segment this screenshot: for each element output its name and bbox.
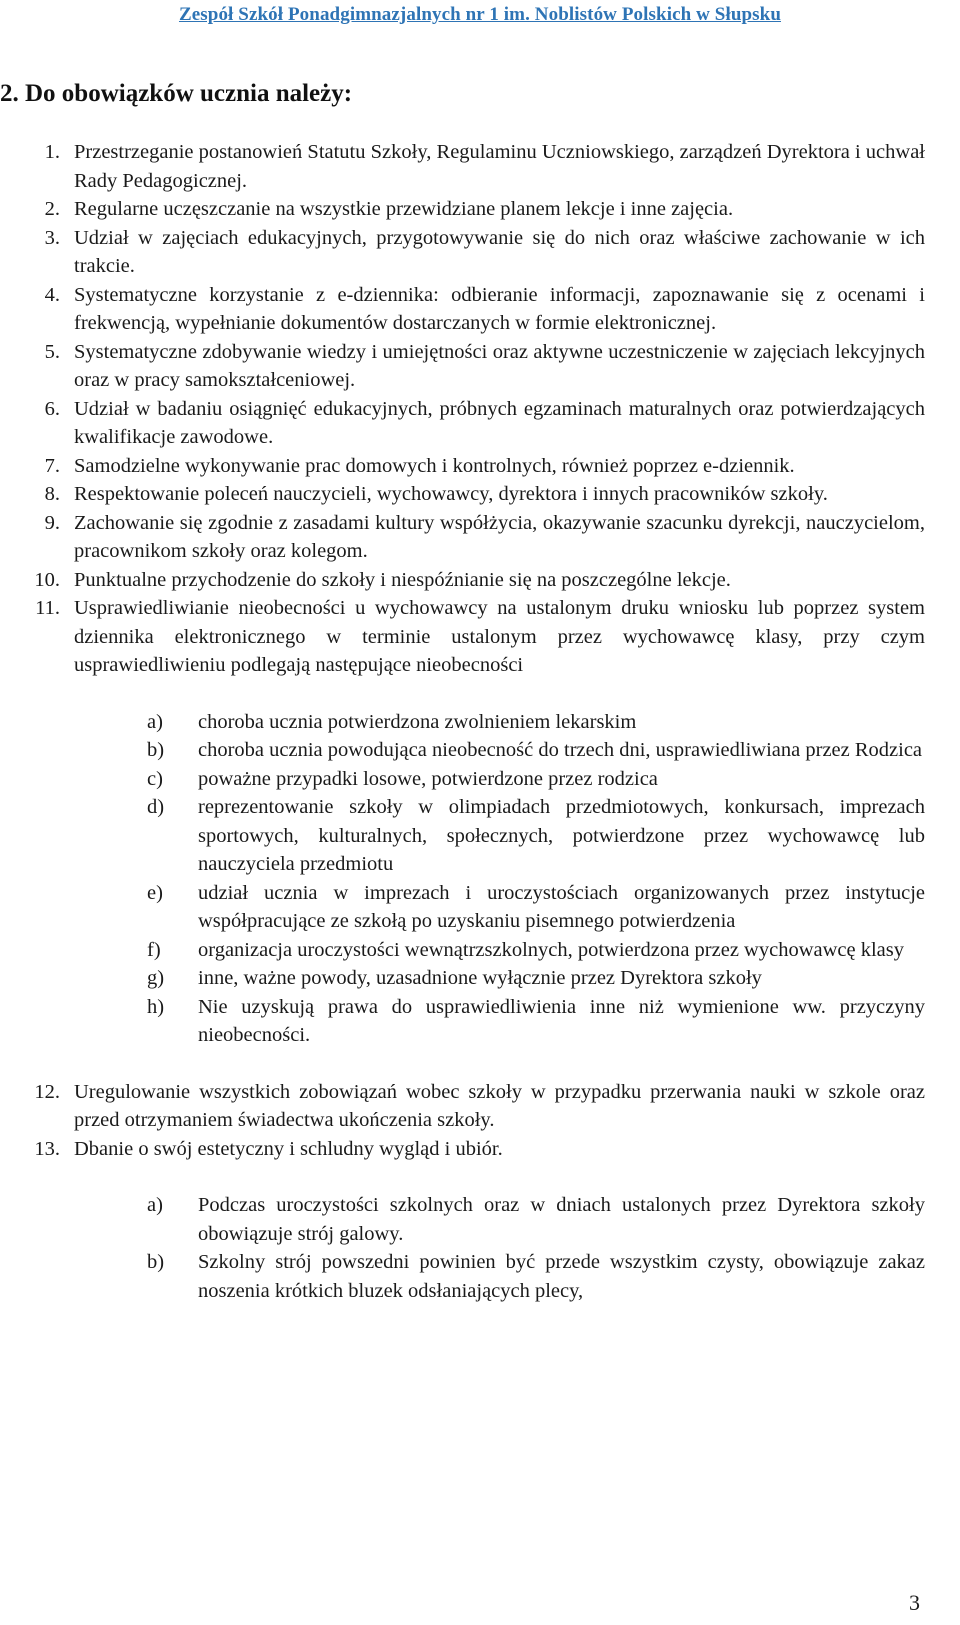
sub-list-item: [0, 964, 925, 993]
list-item-text: Uregulowanie wszystkich zobowiązań wobec szkoły w przypadku przerwania nauki w szkole oraz przed otrzymaniem świadectwa ukończenia szkoły.: [74, 1080, 925, 1131]
list-item-text: Udział w zajęciach edukacyjnych, przygotowywanie się do nich oraz właściwe zachowanie w ich trakcie.: [74, 226, 925, 277]
list-item: [0, 480, 925, 509]
sub-list-item-letter: b): [147, 739, 165, 761]
sub-list-item-text: Nie uzyskują prawa do usprawiedliwienia inne niż wymienione ww. przyczyny nieobecności.: [198, 995, 925, 1046]
sub-list-item-text: Podczas uroczystości szkolnych oraz w dniach ustalonych przez Dyrektora szkoły obowiązuje strój galowy.: [198, 1194, 925, 1245]
sub-list-item: [0, 879, 925, 936]
sub-list-item-letter: a): [147, 710, 163, 733]
sub-list-item-letter: d): [147, 796, 165, 818]
list-item-text: Samodzielne wykonywanie prac domowych i kontrolnych, również poprzez e-dziennik.: [74, 454, 795, 477]
sub-list-item: [0, 736, 925, 765]
sub-list-item: [0, 765, 925, 794]
duties-list: [0, 138, 925, 1305]
list-item-text: Punktualne przychodzenie do szkoły i niespóźnianie się na poszczególne lekcje.: [74, 568, 731, 591]
list-item: [0, 594, 925, 680]
list-item-text: Dbanie o swój estetyczny i schludny wygląd i ubiór.: [74, 1137, 503, 1160]
page-header: Zespół Szkół Ponadgimnazjalnych nr 1 im. Noblistów Polskich w Słupsku: [178, 4, 781, 25]
list-item: [0, 195, 925, 224]
sub-list-item: [0, 993, 925, 1050]
list-item-number: 5.: [44, 340, 60, 363]
sub-list-item: [0, 793, 925, 879]
list-item-text: Udział w badaniu osiągnięć edukacyjnych, próbnych egzaminach maturalnych oraz potwierdzających kwalifikacje zawodowe.: [74, 397, 925, 448]
list-item-number: 6.: [44, 397, 60, 420]
list-item-number: 9.: [44, 511, 60, 534]
list-item: [0, 224, 925, 281]
list-item-text: Przestrzeganie postanowień Statutu Szkoły, Regulaminu Uczniowskiego, zarządzeń Dyrektora i uchwał Rady Pedagogicznej.: [74, 141, 925, 192]
list-item: [0, 1135, 925, 1164]
list-item-number: 8.: [44, 483, 60, 505]
sub-list-item-letter: c): [147, 767, 163, 790]
sub-list-item-text: organizacja uroczystości wewnątrzszkolnych, potwierdzona przez wychowawcę klasy: [198, 938, 905, 961]
list-item-text: Usprawiedliwianie nieobecności u wychowawcy na ustalonym druku wniosku lub poprzez system dziennika elektronicznego w terminie ustalonym przez wychowawcę klasy, przy czym usprawiedliwieniu podlegają następujące nieobecności: [74, 597, 925, 676]
list-item-text: Systematyczne korzystanie z e-dziennika: odbieranie informacji, zapoznawanie się z ocenami i frekwencją, wypełnianie dokumentów dostarczanych w formie elektronicznej.: [74, 283, 925, 334]
sub-list-item-text: udział ucznia w imprezach i uroczystościach organizowanych przez instytucje współpracujące ze szkołą po uzyskaniu pisemnego potwierdzenia: [198, 881, 925, 932]
sub-list-item: [0, 1191, 925, 1248]
list-item: [0, 452, 925, 481]
list-item-number: 13.: [34, 1137, 60, 1160]
page-number: 3: [909, 1590, 920, 1615]
list-item: [0, 1078, 925, 1135]
list-item-number: 4.: [44, 283, 60, 306]
list-item-text: Systematyczne zdobywanie wiedzy i umiejętności oraz aktywne uczestniczenie w zajęciach lekcyjnych oraz w pracy samokształceniowej.: [74, 340, 925, 391]
sub-list-item-letter: a): [147, 1194, 163, 1216]
sub-list-item-text: choroba ucznia potwierdzona zwolnieniem lekarskim: [198, 710, 637, 733]
list-item: [0, 395, 925, 452]
list-item-number: 12.: [34, 1080, 60, 1103]
list-item-number: 3.: [44, 226, 60, 249]
sub-list-item-text: poważne przypadki losowe, potwierdzone przez rodzica: [198, 767, 658, 790]
list-item: [0, 566, 925, 595]
sub-list-item-letter: g): [147, 967, 165, 989]
sub-list-item-text: inne, ważne powody, uzasadnione wyłącznie przez Dyrektora szkoły: [198, 967, 762, 989]
sub-list-item: [0, 708, 925, 737]
list-item-number: 1.: [44, 141, 60, 163]
sub-list-item-text: choroba ucznia powodująca nieobecność do trzech dni, usprawiedliwiana przez Rodzica: [198, 739, 923, 761]
list-item-number: 7.: [44, 454, 60, 477]
sub-list-item-letter: e): [147, 881, 163, 904]
section-title: 2. Do obowiązków ucznia należy:: [0, 80, 353, 107]
list-item-number: 10.: [34, 568, 60, 591]
sub-list-item-letter: f): [147, 938, 161, 961]
list-item-text: Zachowanie się zgodnie z zasadami kultury współżycia, okazywanie szacunku dyrekcji, nauczycielom, pracownikom szkoły oraz kolegom.: [74, 511, 925, 562]
list-item: [0, 509, 925, 566]
sub-list-item-text: reprezentowanie szkoły w olimpiadach przedmiotowych, konkursach, imprezach sportowych, kulturalnych, społecznych, potwierdzone przez wychowawcę lub nauczyciela przedmiotu: [198, 796, 925, 875]
list-item: [0, 138, 925, 195]
sub-list-item-text: Szkolny strój powszedni powinien być przede wszystkim czysty, obowiązuje zakaz noszenia krótkich bluzek odsłaniających plecy,: [198, 1251, 925, 1302]
list-item-number: 11.: [35, 597, 60, 619]
list-item-text: Respektowanie poleceń nauczycieli, wychowawcy, dyrektora i innych pracowników szkoły.: [74, 483, 828, 505]
list-item: [0, 338, 925, 395]
sub-list-item-letter: b): [147, 1251, 165, 1273]
list-item-text: Regularne uczęszczanie na wszystkie przewidziane planem lekcje i inne zajęcia.: [74, 198, 734, 220]
list-item-number: 2.: [44, 198, 60, 220]
sub-list-item-letter: h): [147, 995, 165, 1018]
sub-list-item: [0, 936, 925, 965]
list-item: [0, 281, 925, 338]
sub-list-item: [0, 1248, 925, 1305]
